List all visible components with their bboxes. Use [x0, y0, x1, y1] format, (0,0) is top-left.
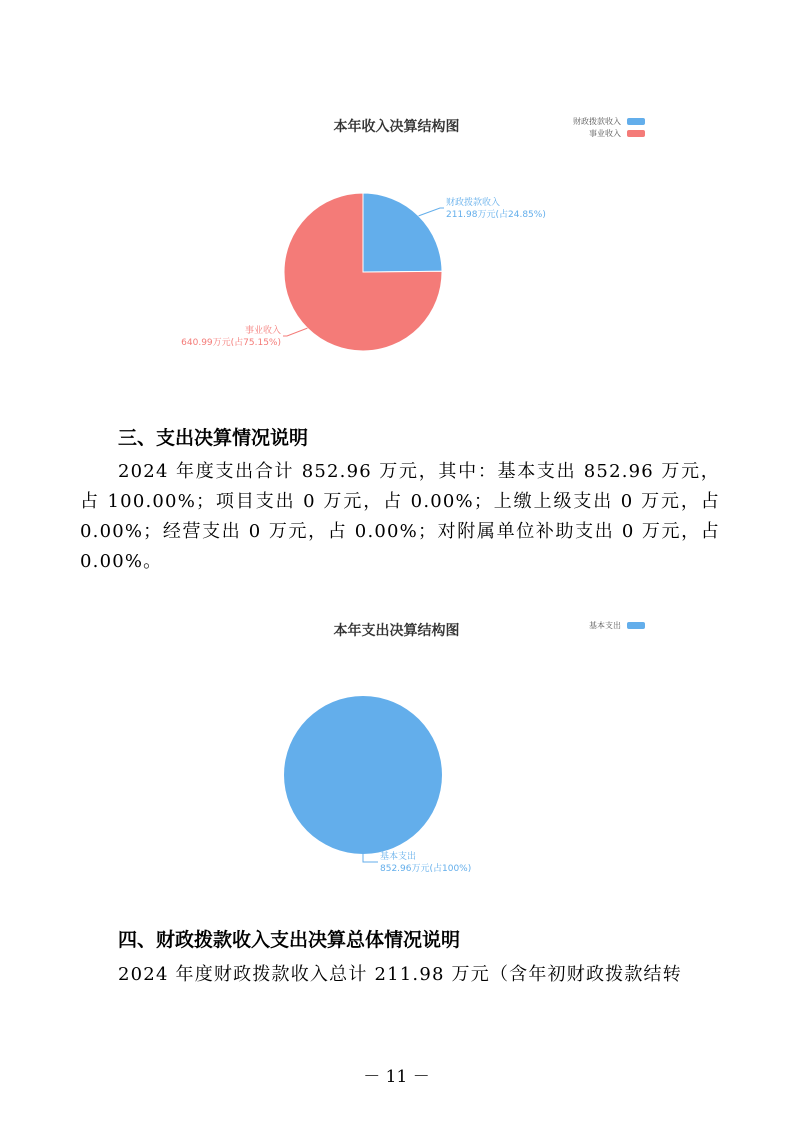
- label-leader-line: [283, 328, 307, 336]
- label-leader-line: [363, 854, 378, 862]
- slice-name-label: 财政拨款收入: [446, 198, 501, 208]
- income-pie-chart: [0, 180, 793, 380]
- legend-item: [540, 127, 645, 139]
- pie-slice: [284, 696, 442, 854]
- legend-item: [540, 619, 645, 631]
- legend-label: 事业收入: [589, 128, 621, 138]
- slice-value-label: 211.98万元(占24.85%): [446, 210, 546, 220]
- slice-value-label: 640.99万元(占75.15%): [181, 338, 281, 348]
- section-paragraph: 2024 年度财政拨款收入总计 211.98 万元（含年初财政拨款结转: [118, 964, 682, 985]
- legend-label: 财政拨款收入: [573, 116, 621, 126]
- legend-swatch: [627, 622, 645, 629]
- page-number: － 11 －: [363, 1067, 430, 1087]
- legend-label: 基本支出: [589, 620, 621, 630]
- expense-chart-legend: [540, 619, 645, 631]
- pie-slice: [363, 193, 442, 272]
- slice-name-label: 基本支出: [380, 852, 417, 862]
- section-paragraph: 2024 年度支出合计 852.96 万元，其中：基本支出 852.96 万元，占 100.00%；项目支出 0 万元，占 0.00%；上缴上级支出 0 万元，占 0.00%；经营支出 0 万元，占 0.00%；对附属单位补助支出 0 万元，占 0.00%。: [80, 461, 720, 572]
- slice-name-label: 事业收入: [244, 326, 281, 336]
- income-chart-legend: [540, 115, 645, 139]
- slice-value-label: 852.96万元(占100%): [380, 864, 472, 874]
- section-heading: 三、支出决算情况说明: [118, 427, 309, 449]
- income-chart-title: 本年收入决算结构图: [333, 119, 460, 135]
- label-leader-line: [419, 208, 444, 216]
- expense-pie-chart: [0, 680, 793, 910]
- section-heading: 四、财政拨款收入支出决算总体情况说明: [118, 929, 461, 951]
- legend-swatch: [627, 118, 645, 125]
- legend-swatch: [627, 130, 645, 137]
- expense-chart-title: 本年支出决算结构图: [333, 623, 460, 639]
- legend-item: [540, 115, 645, 127]
